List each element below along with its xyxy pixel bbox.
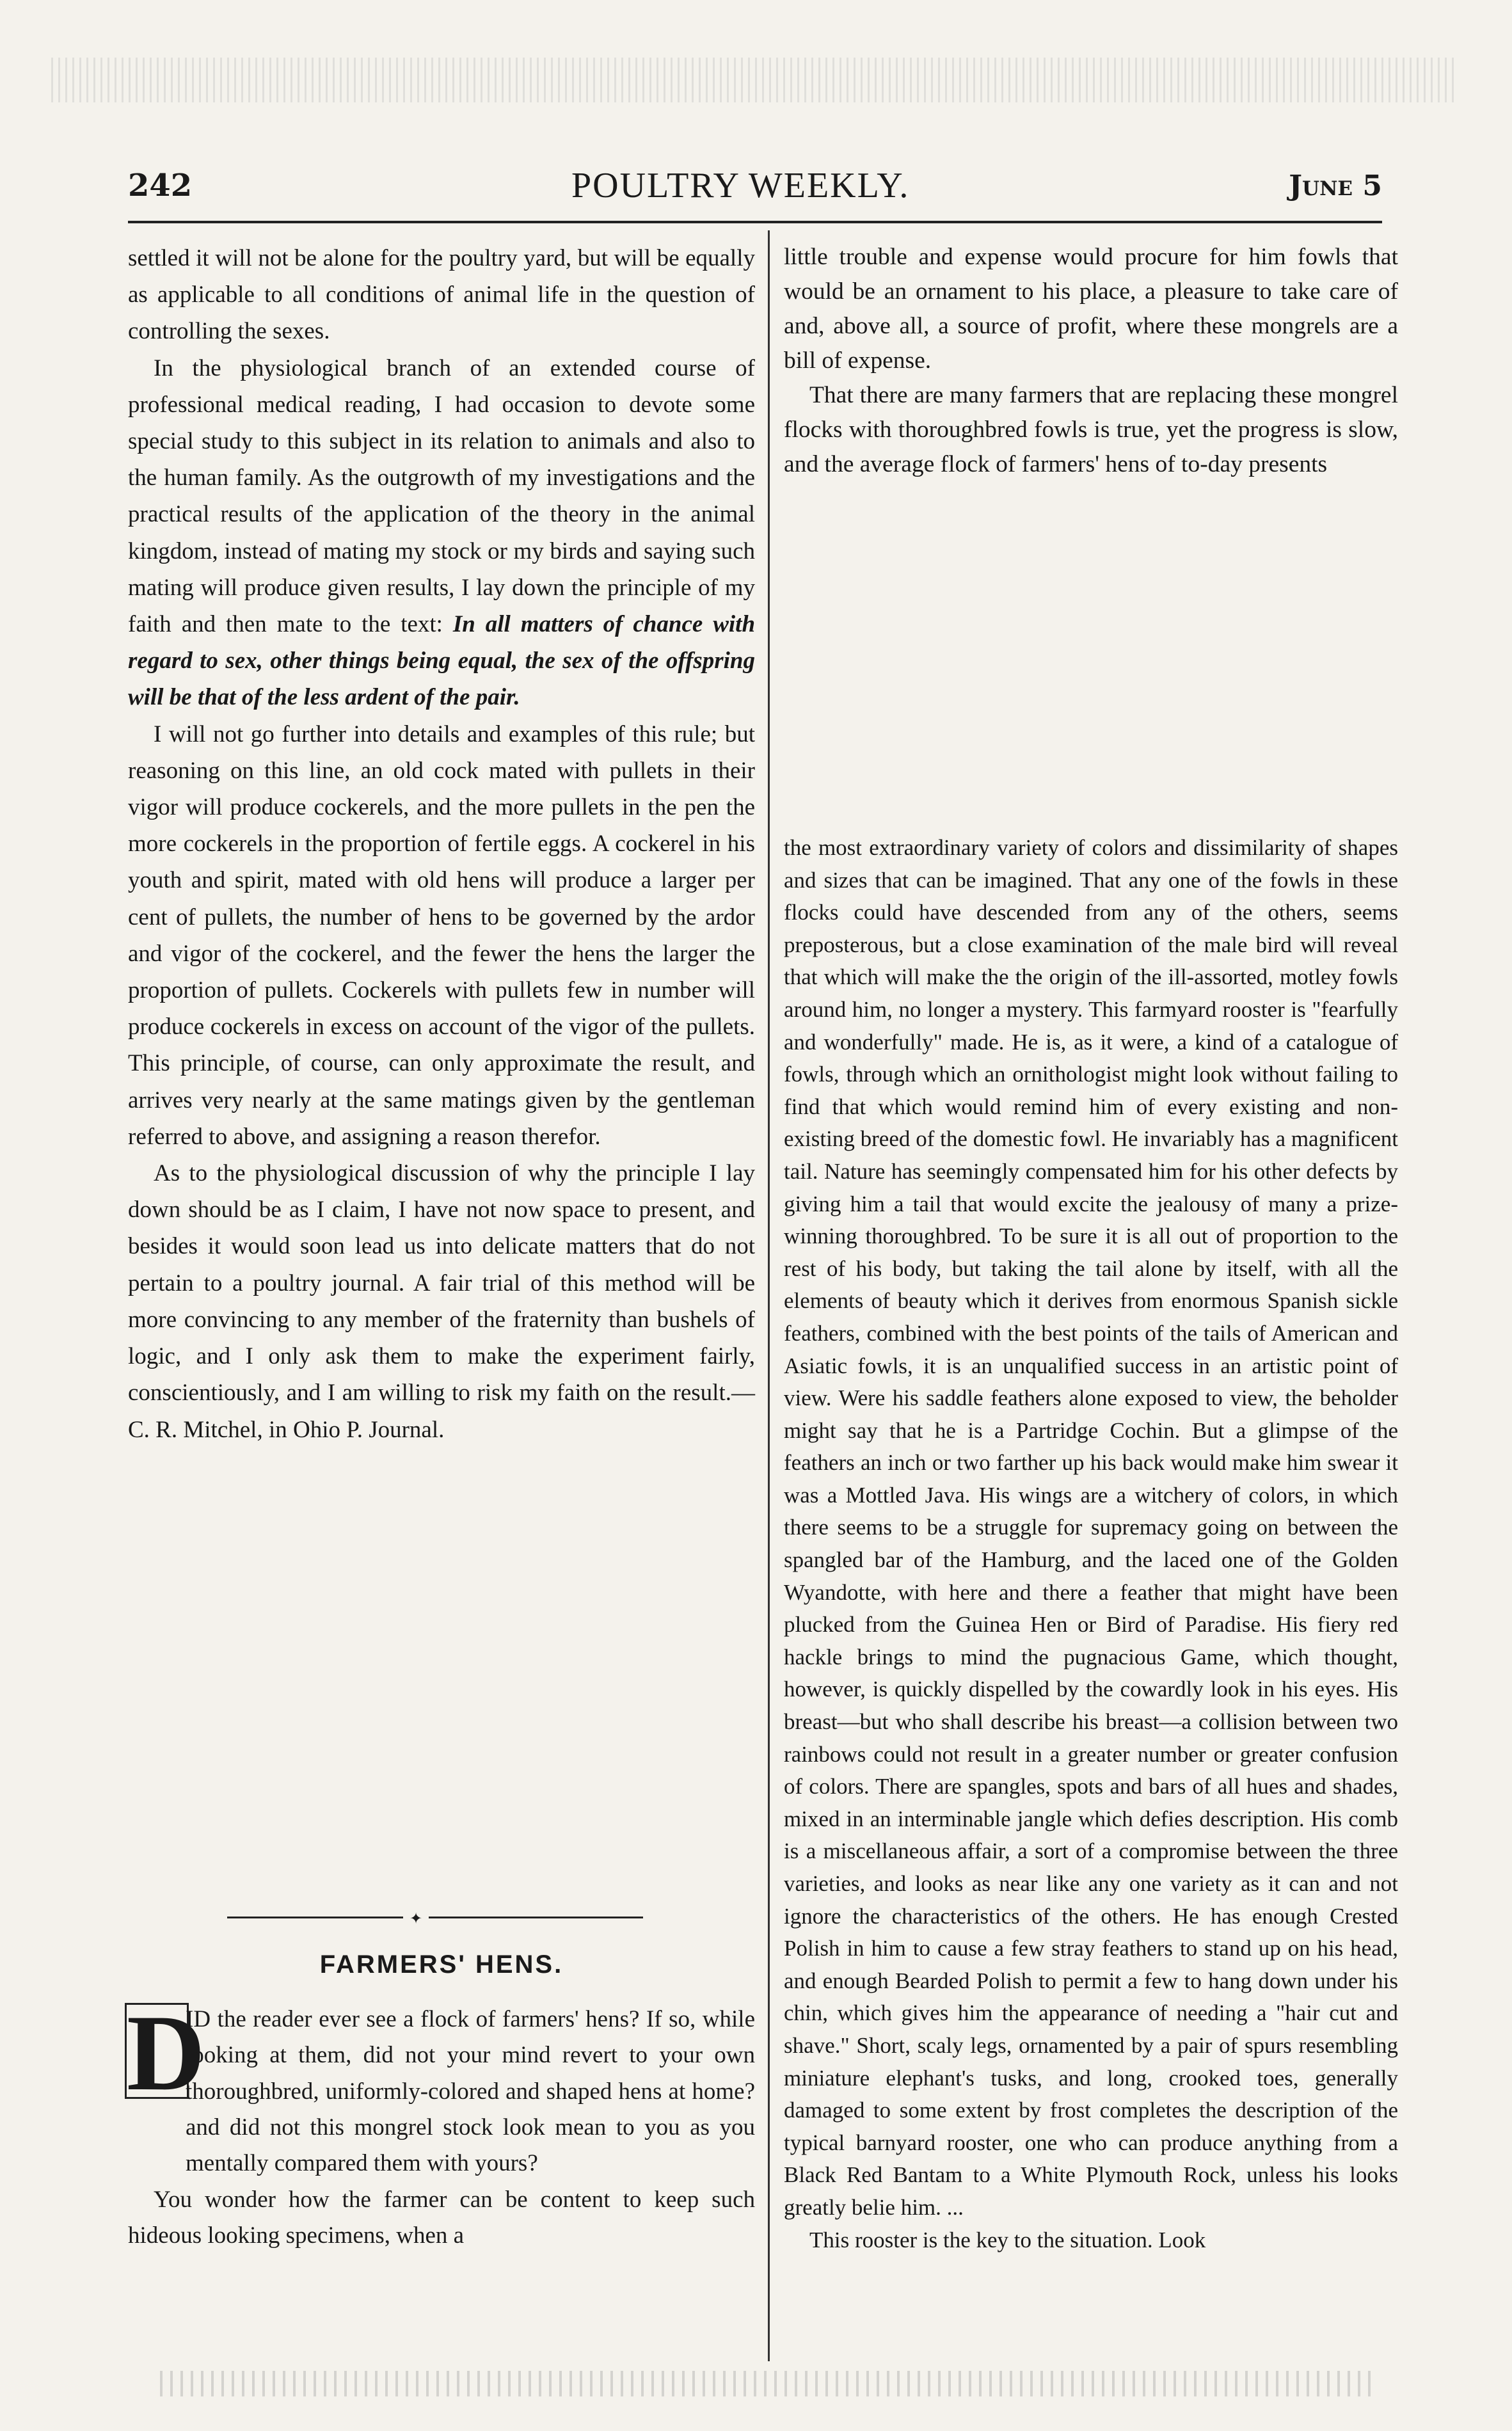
right-column-body — [784, 832, 1398, 2256]
right-para-1: little trouble and expense would procure for him fowls that would be an ornament to his place, a pleasure to take care of and, above all, a source of profit, where these mongrels are a bill of expense. — [784, 244, 1398, 374]
right-para-3: the most extraordinary variety of colors and dissimilarity of shapes and sizes that can be imagined. That any one of the fowls in these flocks could have descended from any of the others, seems preposterous, but a close examination of the male bird will reveal that which will make the the origin of the ill-assorted, motley fowls around him, no longer a mystery. This farmyard rooster is "fearfully and wonderfully" made. He is, as it were, a kind of a catalogue of fowls, through which an ornithologist might look without failing to find that which would remind him of every existing and non-existing breed of the domestic fowl. He invariably has a magnificent tail. Nature has seemingly compensated him for his other defects by giving him a tail that would excite the jealousy of many a prize-winning thoroughbred. To be sure it is all out of proportion to the rest of his body, but taking the tail alone by itself, with all the elements of beauty which it derives from enormous Spanish sickle feathers, combined with the best points of the tails of American and Asiatic fowls, it is an unqualified success in an artistic point of view. Were his saddle feathers alone exposed to view, the beholder might say that he is a Partridge Cochin. But a glimpse of the feathers an inch or two farther up his back would make him swear it was a Mottled Java. His wings are a witchery of colors, in which there seems to be a struggle for supremacy going on between the spangled bar of the Hamburg, and the laced one of the Golden Wyandotte, with here and there a feather that might have been plucked from the Guinea Hen or Bird of Paradise. His fiery red hackle brings to mind the pugnacious Game, which thought, however, is quickly dispelled by the cowardly look in his eyes. His breast—but who shall describe his breast—a collision between two rainbows could not result in a greater number or greater confusion of colors. There are spangles, spots and bars of all hues and shades, mixed in an interminable jangle which defies description. His comb is a miscellaneous affair, a sort of a compromise between the three varieties, and looks as near like any one variety as it can and not ignore the characteristics of the others. He has enough Crested Polish in him to cause a few stray feathers to stand up on his head, and enough Bearded Polish to permit a few to hang down under his chin, which gives him the appearance of needing a "hair cut and shave." Short, scaly legs, ornamented by a pair of spurs resembling miniature elephant's tusks, and long, crooked toes, generally damaged to some extent by frost completes the description of the typical barnyard rooster, one who can produce anything from a Black Red Bantam to a White Plymouth Rock, unless his looks greatly belie him. ... — [784, 835, 1398, 2220]
separator-ornament: ✦ — [403, 1909, 429, 1927]
scan-noise-bottom — [160, 2371, 1376, 2396]
page-header — [128, 160, 1382, 211]
right-para-2: That there are many farmers that are replacing these mongrel flocks with thoroughbred fowls is true, yet the progress is slow, and the average flock of farmers' hens of to-day presents — [784, 382, 1398, 477]
right-column-top — [784, 240, 1398, 482]
journal-title: POULTRY WEEKLY. — [571, 166, 910, 205]
section-continued: You wonder how the farmer can be content to keep such hideous looking specimens, when a — [128, 2187, 755, 2249]
issue-date: June 5 — [1289, 169, 1382, 202]
right-para-4: This rooster is the key to the situation. Look — [809, 2227, 1206, 2252]
article-separator — [227, 1917, 643, 1918]
header-rule — [128, 221, 1382, 223]
principle-quote: In all matters of chance with regard to sex, other things being equal, the sex of the offspring will be that of the less ardent of the pair. — [128, 611, 756, 711]
section-title: FARMERS' HENS. — [319, 1950, 564, 1979]
page-number: 242 — [128, 168, 193, 203]
drop-cap: D — [125, 2003, 189, 2099]
column-rule — [768, 230, 770, 2361]
left-para-1: settled it will not be alone for the poultry yard, but will be equally as applicable to all conditions of animal life in the question of controlling the sexes. — [128, 245, 755, 345]
left-para-3: I will not go further into details and examples of this rule; but reasoning on this line, an old cock mated with pullets in their vigor will produce cockerels, and the more pullets in the pen the more cockerels in the proportion of fertile eggs. A cockerel in his youth and spirit, mated with old hens will produce a larger per cent of pullets, the number of hens to be governed by the ardor and vigor of the cockerel, and the fewer the hens the larger the proportion of pullets. Cockerels with pullets few in number will produce cockerels in excess on account of the vigor of the pullets. This principle, of course, can only approximate the result, and arrives very nearly at the same matings given by the gentleman referred to above, and assigning a reason therefor. — [128, 721, 755, 1150]
left-column — [128, 240, 755, 1448]
left-para-2: In the physiological branch of an extended course of professional medical reading, I had occasion to devote some special study to this subject in its relation to animals and also to the human family. As the outgrowth of my investigations and the practical results of the application of the theory in the animal kingdom, instead of mating my stock or my birds and saying such mating will produce given results, I lay down the principle of my faith and then mate to the text: In all matters of chance with regard to sex, other things being equal, the sex of the offspring will be that of the less ardent of the pair. — [128, 355, 756, 711]
left-para-4: As to the physiological discussion of why the principle I lay down should be as I claim, I have not now space to present, and besides it would soon lead us into delicate matters that do not pertain to a poultry journal. A fair trial of this method will be more convincing to any member of the fraternity than bushels of logic, and I only ask them to make the experiment fairly, conscientiously, and I am willing to risk my faith on the result.—C. R. Mitchel, in Ohio P. Journal. — [128, 1160, 755, 1443]
scan-noise-top — [51, 58, 1459, 102]
section-opening: ID the reader ever see a flock of farmers' hens? If so, while looking at them, did not your mind revert to your own thoroughbred, uniformly-colored and shaped hens at home? and did not this mongrel stock look mean to you as you mentally compared them with yours? — [186, 2006, 755, 2177]
